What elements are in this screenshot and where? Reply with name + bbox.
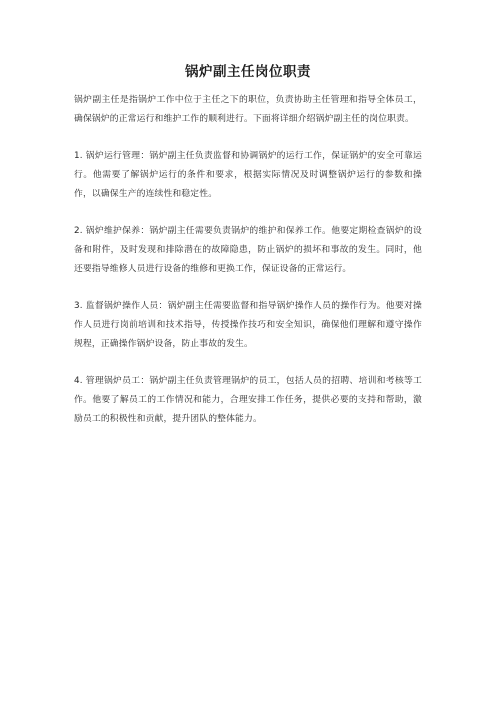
paragraph-spacer: [74, 354, 422, 372]
intro-paragraph: 锅炉副主任是指锅炉工作中位于主任之下的职位，负责协助主任管理和指导全体员工，确保锅炉的正常运行和维护工作的顺利进行。下面将详细介绍锅炉副主任的岗位职责。: [74, 95, 422, 124]
paragraph-spacer: [74, 279, 422, 297]
paragraph-spacer: [74, 129, 422, 147]
duty-paragraph-2: 2. 锅炉维护保养：锅炉副主任需要负责锅炉的维护和保养工作。他要定期检查锅炉的设备和附件，及时发现和排除潜在的故障隐患，防止锅炉的损坏和事故的发生。同时，他还要指导维修人员进行设备的维修和更换工作，保证设备的正常运行。: [74, 226, 422, 274]
duty-paragraph-4: 4. 管理锅炉员工：锅炉副主任负责管理锅炉的员工，包括人员的招聘、培训和考核等工作。他要了解员工的工作情况和能力，合理安排工作任务，提供必要的支持和帮助，激励员工的积极性和贡献，提升团队的整体能力。: [74, 376, 422, 424]
duty-paragraph-1: 1. 锅炉运行管理：锅炉副主任负责监督和协调锅炉的运行工作，保证锅炉的安全可靠运行。他需要了解锅炉运行的条件和要求，根据实际情况及时调整锅炉运行的参数和操作，以确保生产的连续性和稳定性。: [74, 151, 422, 199]
document-title: 锅炉副主任岗位职责: [185, 64, 311, 80]
paragraph-spacer: [74, 204, 422, 222]
duty-paragraph-3: 3. 监督锅炉操作人员：锅炉副主任需要监督和指导锅炉操作人员的操作行为。他要对操作人员进行岗前培训和技术指导，传授操作技巧和安全知识，确保他们理解和遵守操作规程，正确操作锅炉设备，防止事故的发生。: [74, 301, 422, 349]
